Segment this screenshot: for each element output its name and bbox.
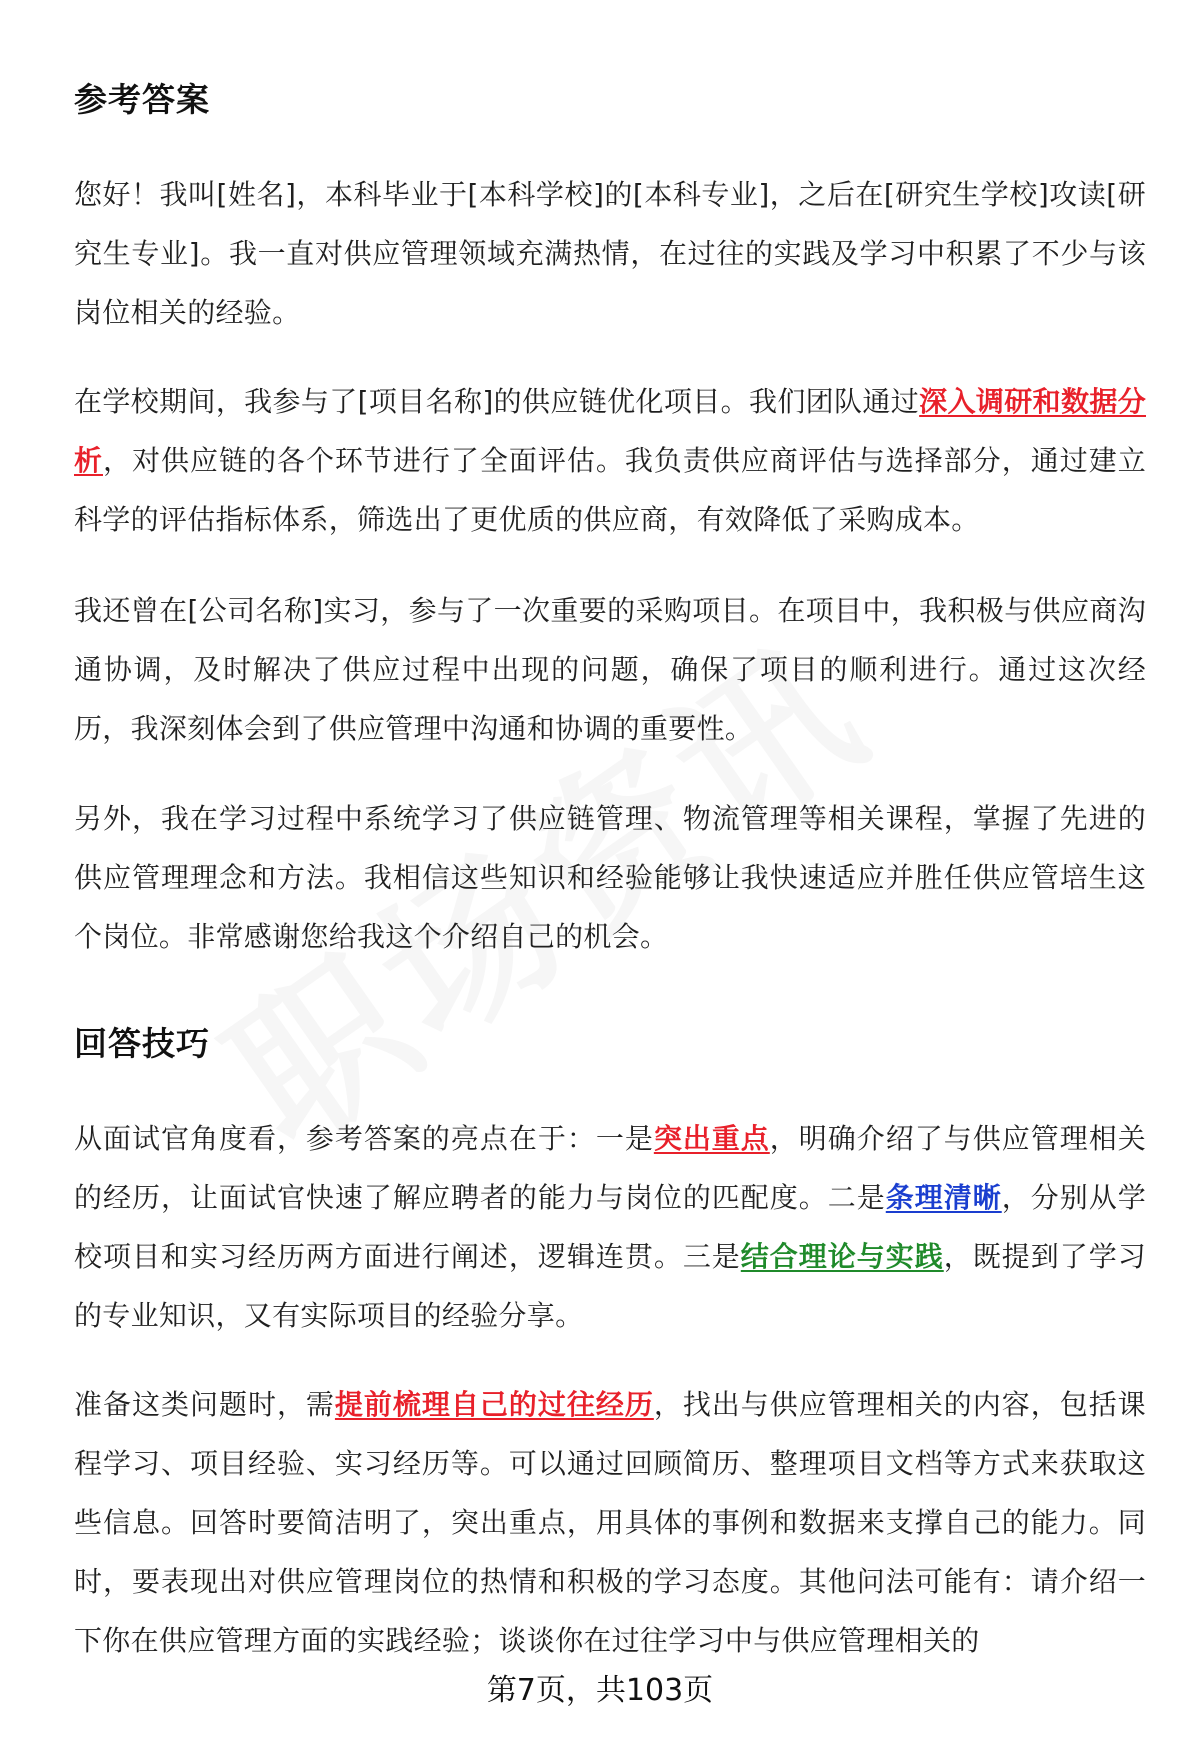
highlight-theory-practice: 结合理论与实践 <box>740 1240 944 1273</box>
answer-paragraph-internship: 我还曾在[公司名称]实习，参与了一次重要的采购项目。在项目中，我积极与供应商沟通协调，及时解决了供应过程中出现的问题，确保了项目的顺利进行。通过这次经历，我深刻体会到了供应管理中沟通和协调的重要性。 <box>74 594 1146 745</box>
highlight-research-analysis: 深入调研和数据分析 <box>74 385 1146 477</box>
text-run: 在学校期间，我参与了[项目名称]的供应链优化项目。我们团队通过 <box>74 385 920 418</box>
page-number-footer: 第7页，共103页 <box>486 1673 714 1708</box>
text-run: ，对供应链的各个环节进行了全面评估。我负责供应商评估与选择部分，通过建立科学的评估指标体系，筛选出了更优质的供应商，有效降低了采购成本。 <box>74 444 1146 536</box>
text-run: 准备这类问题时，需 <box>74 1388 335 1421</box>
section-heading-answer: 参考答案 <box>74 80 210 119</box>
answer-paragraph-coursework: 另外，我在学习过程中系统学习了供应链管理、物流管理等相关课程，掌握了先进的供应管理理念和方法。我相信这些知识和经验能够让我快速适应并胜任供应管培生这个岗位。非常感谢您给我这个介绍自己的机会。 <box>74 802 1146 953</box>
highlight-clear-structure: 条理清晰 <box>885 1181 1002 1214</box>
answer-paragraph-school-project <box>74 372 1146 549</box>
highlight-review-experience: 提前梳理自己的过往经历 <box>334 1388 654 1421</box>
text-run: ，明确介绍了与供应管理相关的经历，让面试官快速了解应聘者的能力与岗位的匹配度。二是 <box>74 1122 1146 1214</box>
text-run: ，既提到了学习的专业知识，又有实际项目的经验分享。 <box>74 1240 1146 1332</box>
text-run: ，找出与供应管理相关的内容，包括课程学习、项目经验、实习经历等。可以通过回顾简历、整理项目文档等方式来获取这些信息。回答时要简洁明了，突出重点，用具体的事例和数据来支撑自己的能力。同时，要表现出对供应管理岗位的热情和积极的学习态度。其他问法可能有：请介绍一下你在供应管理方面的实践经验；谈谈你在过往学习中与供应管理相关的 <box>74 1388 1146 1657</box>
text-run: 从面试官角度看，参考答案的亮点在于：一是 <box>74 1122 654 1155</box>
highlight-focus: 突出重点 <box>653 1122 770 1155</box>
tips-paragraph-preparation <box>74 1375 1146 1670</box>
text-run: ，分别从学校项目和实习经历两方面进行阐述，逻辑连贯。三是 <box>74 1181 1146 1273</box>
tips-paragraph-highlights <box>74 1109 1146 1345</box>
answer-paragraph-intro: 您好！我叫[姓名]，本科毕业于[本科学校]的[本科专业]，之后在[研究生学校]攻读[研究生专业]。我一直对供应管理领域充满热情，在过往的实践及学习中积累了不少与该岗位相关的经验。 <box>74 178 1146 329</box>
section-heading-tips: 回答技巧 <box>74 1024 210 1063</box>
